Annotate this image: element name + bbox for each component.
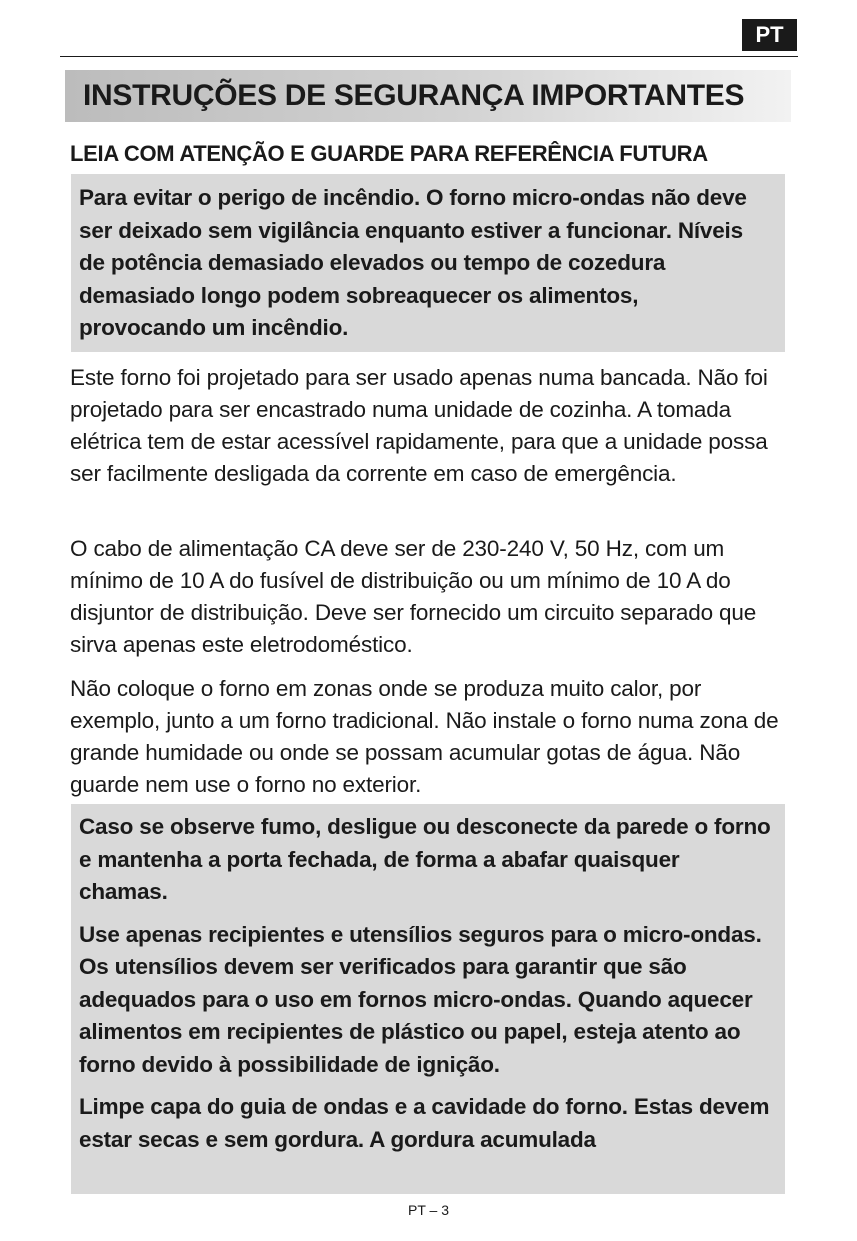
cleaning-warning-text: Limpe capa do guia de ondas e a cavidade do forno. Estas devem estar secas e sem gordura. A gordura acumulada <box>79 1094 770 1152</box>
header-divider <box>60 56 798 57</box>
smoke-warning-text: Caso se observe fumo, desligue ou desconecte da parede o forno e mantenha a porta fechada, de forma a abafar quaisquer chamas. <box>79 814 771 904</box>
safety-warning-box <box>71 804 785 1194</box>
section-title: INSTRUÇÕES DE SEGURANÇA IMPORTANTES <box>83 79 745 112</box>
body-paragraph-installation: Este forno foi projetado para ser usado apenas numa bancada. Não foi projetado para ser encastrado numa unidade de cozinha. A tomada elétrica tem de estar acessível rapidamente, para que a unidade possa ser facilmente desligada da corrente em caso de emergência. <box>70 365 768 486</box>
section-subtitle: LEIA COM ATENÇÃO E GUARDE PARA REFERÊNCIA FUTURA <box>70 141 708 166</box>
body-paragraph-power-supply: O cabo de alimentação CA deve ser de 230-240 V, 50 Hz, com um mínimo de 10 A do fusível de distribuição ou um mínimo de 10 A do disjuntor de distribuição. Deve ser fornecido um circuito separado que sirva apenas este eletrodoméstico. <box>70 536 757 657</box>
section-title-bar <box>65 70 791 122</box>
fire-warning-box <box>71 174 785 352</box>
utensils-warning-text: Use apenas recipientes e utensílios seguros para o micro-ondas. Os utensílios devem ser verificados para garantir que são adequados para o uso em fornos micro-ondas. Quando aquecer alimentos em recipientes de plástico ou papel, esteja atento ao forno devido à possibilidade de ignição. <box>79 921 762 1077</box>
language-badge: PT <box>742 19 797 51</box>
body-paragraph-location: Não coloque o forno em zonas onde se produza muito calor, por exemplo, junto a um forno tradicional. Não instale o forno numa zona de grande humidade ou onde se possam acumular gotas de água. Não guarde nem use o forno no exterior. <box>70 676 779 797</box>
fire-warning-text: Para evitar o perigo de incêndio. O forno micro-ondas não deve ser deixado sem vigilância enquanto estiver a funcionar. Níveis de potência demasiado elevados ou tempo de cozedura demasiado longo podem sobreaquecer os alimentos, provocando um incêndio. <box>79 185 747 340</box>
page-number: PT – 3 <box>408 1202 449 1218</box>
